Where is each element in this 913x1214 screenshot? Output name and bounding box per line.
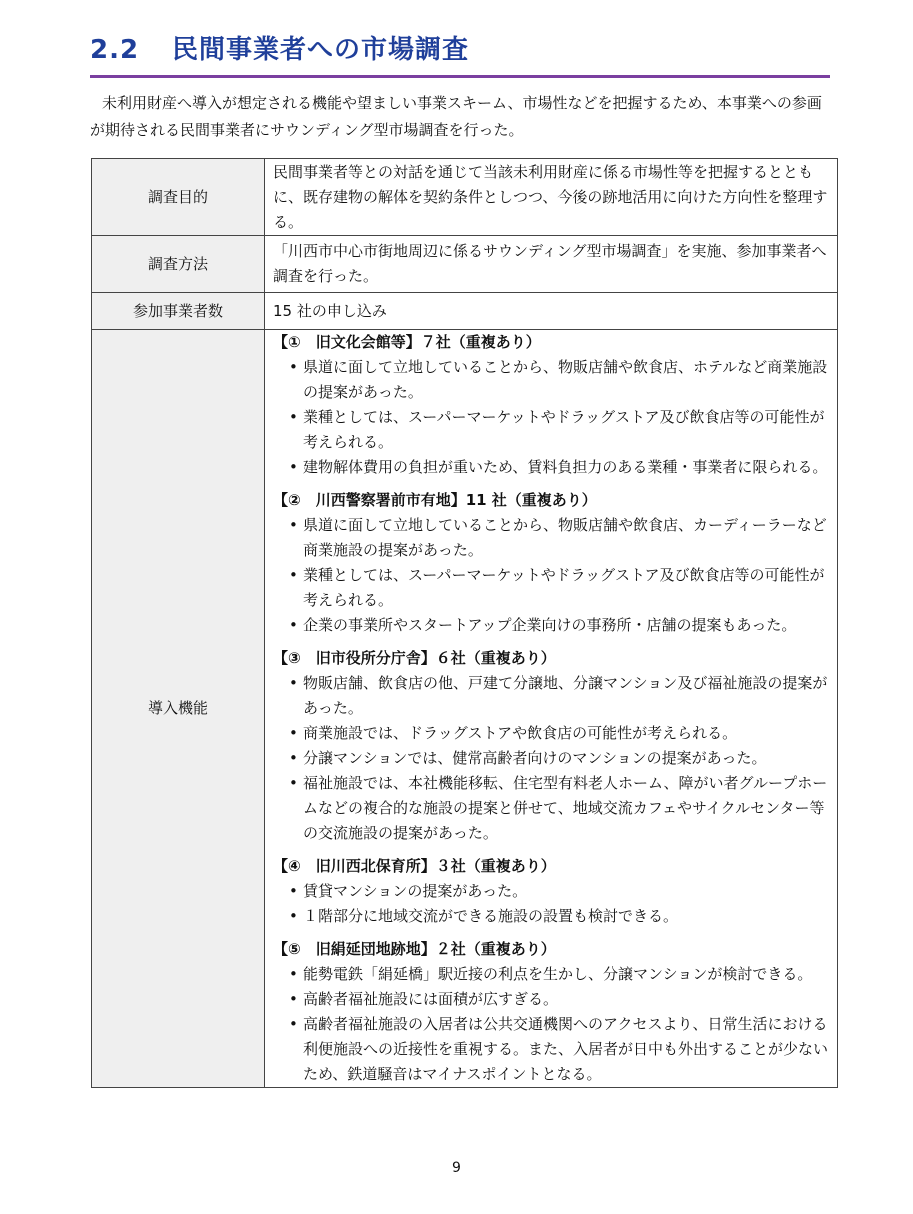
list-item: • 県道に面して立地していることから、物販店舗や飲食店、ホテルなど商業施設の提案があった。 [287,355,831,405]
list-item: • 業種としては、スーパーマーケットやドラッグストア及び飲食店等の可能性が考えられる。 [287,405,831,455]
bullet-icon: • [289,408,298,426]
intro-paragraph: 未利用財産へ導入が想定される機能や望ましい事業スキーム、市場性などを把握するため、本事業への参画が期待される民間事業者にサウンディング型市場調査を行った。 [90,94,822,139]
bullet-icon: • [289,990,298,1008]
table-row [92,159,838,236]
list-item: • 業種としては、スーパーマーケットやドラッグストア及び飲食店等の可能性が考えられる。 [287,563,831,613]
list-item: • 商業施設では、ドラッグストアや飲食店の可能性が考えられる。 [287,721,831,746]
section-heading [90,30,830,78]
site-title: 【③ 旧市役所分庁舎】６社（重複あり） [273,649,556,667]
list-item: • 建物解体費用の負担が重いため、賃料負担力のある業種・事業者に限られる。 [287,455,831,480]
site-title: 【② 川西警察署前市有地】11 社（重複あり） [273,491,597,509]
site-section [273,646,831,846]
row-label: 参加事業者数 [92,293,265,330]
section-title: 民間事業者への市場調査 [172,35,470,65]
list-item: • 企業の事業所やスタートアップ企業向けの事務所・店舗の提案もあった。 [287,613,831,638]
list-item: • 高齢者福祉施設の入居者は公共交通機関へのアクセスより、日常生活における利便施設への近接性を重視する。また、入居者が日中も外出することが少ないため、鉄道騒音はマイナスポイントとなる。 [287,1012,831,1087]
row-value: 15 社の申し込み [265,293,838,330]
list-item: • 県道に面して立地していることから、物販店舗や飲食店、カーディーラーなど商業施設の提案があった。 [287,513,831,563]
list-item: • 物販店舗、飲食店の他、戸建て分譲地、分譲マンション及び福祉施設の提案があった。 [287,671,831,721]
row-label: 導入機能 [92,330,265,1088]
row-value: 「川西市中心市街地周辺に係るサウンディング型市場調査」を実施、参加事業者へ調査を行った。 [265,236,838,293]
row-value: 民間事業者等との対話を通じて当該未利用財産に係る市場性等を把握するとともに、既存建物の解体を契約条件としつつ、今後の跡地活用に向けた方向性を整理する。 [265,159,838,236]
site-section [273,937,831,1087]
functions-list [265,330,838,1088]
bullet-icon: • [289,724,298,742]
bullet-icon: • [289,774,298,792]
bullet-icon: • [289,566,298,584]
bullet-icon: • [289,965,298,983]
site-section [273,854,831,929]
page-number: 9 [452,1160,461,1176]
bullet-icon: • [289,674,298,692]
bullet-icon: • [289,616,298,634]
survey-table [91,158,838,1088]
bullet-icon: • [289,749,298,767]
section-number: 2.2 [90,35,140,65]
site-section [273,330,831,480]
table-row [92,330,838,1088]
list-item: • 高齢者福祉施設には面積が広すぎる。 [287,987,831,1012]
list-item: • 賃貸マンションの提案があった。 [287,879,831,904]
bullet-icon: • [289,516,298,534]
site-title: 【⑤ 旧絹延団地跡地】２社（重複あり） [273,940,556,958]
bullet-icon: • [289,907,298,925]
list-item: • 分譲マンションでは、健常高齢者向けのマンションの提案があった。 [287,746,831,771]
bullet-icon: • [289,458,298,476]
table-row [92,236,838,293]
list-item: • １階部分に地域交流ができる施設の設置も検討できる。 [287,904,831,929]
bullet-icon: • [289,358,298,376]
site-title: 【④ 旧川西北保育所】３社（重複あり） [273,857,556,875]
site-section [273,488,831,638]
list-item: • 福祉施設では、本社機能移転、住宅型有料老人ホーム、障がい者グループホームなどの複合的な施設の提案と併せて、地域交流カフェやサイクルセンター等の交流施設の提案があった。 [287,771,831,846]
site-title: 【① 旧文化会館等】７社（重複あり） [273,333,541,351]
row-label: 調査目的 [92,159,265,236]
bullet-icon: • [289,1015,298,1033]
list-item: • 能勢電鉄「絹延橋」駅近接の利点を生かし、分譲マンションが検討できる。 [287,962,831,987]
row-label: 調査方法 [92,236,265,293]
bullet-icon: • [289,882,298,900]
table-row [92,293,838,330]
